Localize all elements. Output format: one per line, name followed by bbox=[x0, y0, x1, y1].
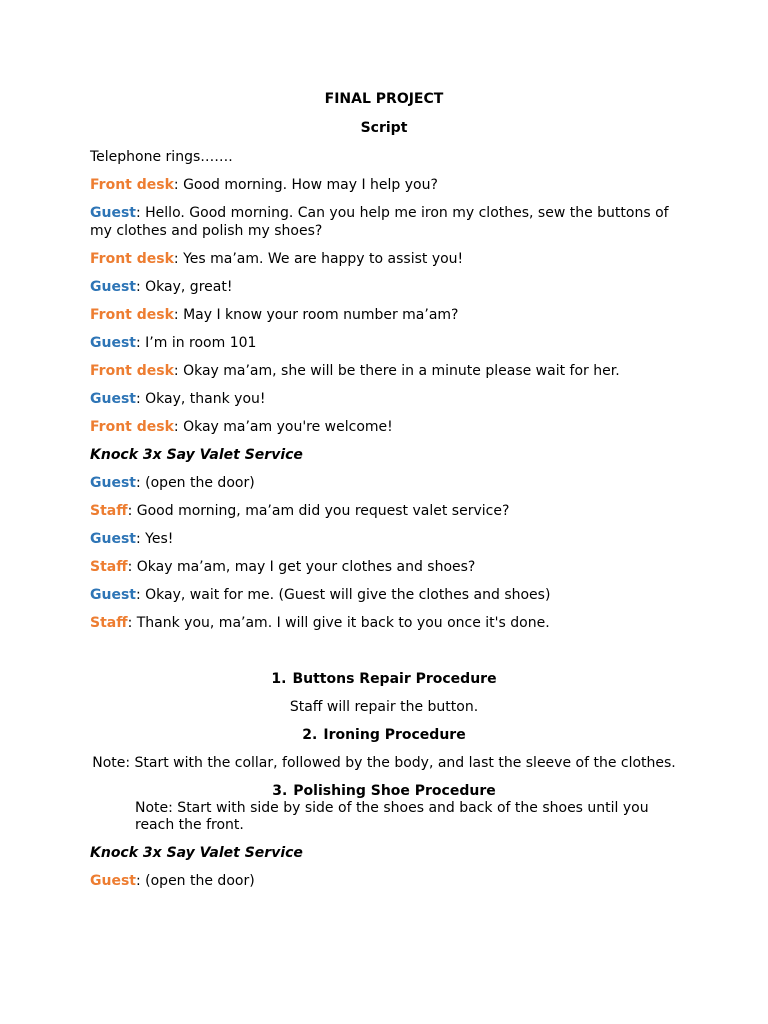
speaker-guest: Guest bbox=[90, 205, 136, 221]
speaker-guest: Guest bbox=[90, 475, 136, 491]
procedure-note: Note: Start with side by side of the shoes and back of the shoes until you reach the front. bbox=[135, 800, 649, 833]
spacer bbox=[90, 642, 678, 670]
line-text: Okay ma’am, she will be there in a minute please wait for her. bbox=[183, 363, 620, 379]
dialogue-line: Staff: Good morning, ma’am did you request valet service? bbox=[90, 503, 510, 519]
dialogue-line: Guest: Okay, great! bbox=[90, 279, 233, 295]
procedure-title: Buttons Repair Procedure bbox=[292, 671, 497, 687]
speaker-front-desk: Front desk bbox=[90, 307, 174, 323]
stage-direction: Knock 3x Say Valet Service bbox=[90, 845, 303, 861]
speaker-guest: Guest bbox=[90, 279, 136, 295]
dialogue-line: Guest: Yes! bbox=[90, 531, 174, 547]
dialogue-line: Front desk: Yes ma’am. We are happy to assist you! bbox=[90, 251, 464, 267]
line-text: Okay ma’am, may I get your clothes and shoes? bbox=[136, 559, 476, 575]
line-text: (open the door) bbox=[145, 475, 255, 491]
dialogue-line: Guest: (open the door) bbox=[90, 873, 255, 889]
speaker-guest: Guest bbox=[90, 335, 136, 351]
speaker-front-desk: Front desk bbox=[90, 177, 174, 193]
dialogue-line: Guest: I’m in room 101 bbox=[90, 335, 257, 351]
speaker-staff: Staff bbox=[90, 615, 128, 631]
procedure-heading bbox=[90, 726, 678, 744]
speaker-front-desk: Front desk bbox=[90, 251, 174, 267]
speaker-staff: Staff bbox=[90, 559, 128, 575]
opening-line: Telephone rings……. bbox=[90, 149, 233, 165]
procedure-heading bbox=[90, 782, 678, 800]
procedure-number: 3. bbox=[272, 783, 288, 799]
procedure-number: 2. bbox=[302, 727, 318, 743]
line-text: Yes! bbox=[145, 531, 174, 547]
line-text: Yes ma’am. We are happy to assist you! bbox=[183, 251, 464, 267]
speaker-guest: Guest bbox=[90, 531, 136, 547]
speaker-guest: Guest bbox=[90, 873, 136, 889]
procedure-title: Polishing Shoe Procedure bbox=[293, 783, 496, 799]
procedure-note: Note: Start with the collar, followed by the body, and last the sleeve of the clothes. bbox=[92, 755, 676, 771]
speaker-front-desk: Front desk bbox=[90, 363, 174, 379]
line-text: (open the door) bbox=[145, 873, 255, 889]
speaker-guest: Guest bbox=[90, 391, 136, 407]
dialogue-line: Staff: Thank you, ma’am. I will give it back to you once it's done. bbox=[90, 615, 550, 631]
document-page bbox=[90, 90, 678, 900]
procedure-heading bbox=[90, 670, 678, 688]
line-text: Good morning. How may I help you? bbox=[183, 177, 438, 193]
line-text: May I know your room number ma’am? bbox=[183, 307, 459, 323]
dialogue-line: Guest: (open the door) bbox=[90, 475, 255, 491]
line-text: Okay, thank you! bbox=[145, 391, 266, 407]
line-text: I’m in room 101 bbox=[145, 335, 257, 351]
line-text: Okay ma’am you're welcome! bbox=[183, 419, 393, 435]
line-text: Okay, great! bbox=[145, 279, 233, 295]
document-title: FINAL PROJECT bbox=[324, 91, 444, 107]
speaker-guest: Guest bbox=[90, 587, 136, 603]
line-text: Thank you, ma’am. I will give it back to you once it's done. bbox=[136, 615, 550, 631]
procedure-note: Staff will repair the button. bbox=[289, 699, 479, 715]
dialogue-line: Staff: Okay ma’am, may I get your clothes and shoes? bbox=[90, 559, 476, 575]
dialogue-line: Guest: Okay, wait for me. (Guest will give the clothes and shoes) bbox=[90, 587, 551, 603]
stage-direction: Knock 3x Say Valet Service bbox=[90, 447, 303, 463]
procedure-number: 1. bbox=[271, 671, 287, 687]
procedure-title: Ironing Procedure bbox=[323, 727, 466, 743]
dialogue-line: Front desk: Okay ma’am, she will be there in a minute please wait for her. bbox=[90, 363, 620, 379]
dialogue-line: Front desk: May I know your room number ma’am? bbox=[90, 307, 459, 323]
speaker-front-desk: Front desk bbox=[90, 419, 174, 435]
line-text: Good morning, ma’am did you request valet service? bbox=[136, 503, 510, 519]
dialogue-line: Guest: Hello. Good morning. Can you help me iron my clothes, sew the buttons of my clothes and polish my shoes? bbox=[90, 205, 669, 239]
dialogue-line: Front desk: Okay ma’am you're welcome! bbox=[90, 419, 393, 435]
dialogue-line: Guest: Okay, thank you! bbox=[90, 391, 266, 407]
speaker-staff: Staff bbox=[90, 503, 128, 519]
dialogue-line: Front desk: Good morning. How may I help you? bbox=[90, 177, 438, 193]
line-text: Hello. Good morning. Can you help me iron my clothes, sew the buttons of my clothes and polish my shoes? bbox=[90, 205, 669, 239]
document-subtitle: Script bbox=[360, 120, 408, 136]
line-text: Okay, wait for me. (Guest will give the clothes and shoes) bbox=[145, 587, 551, 603]
